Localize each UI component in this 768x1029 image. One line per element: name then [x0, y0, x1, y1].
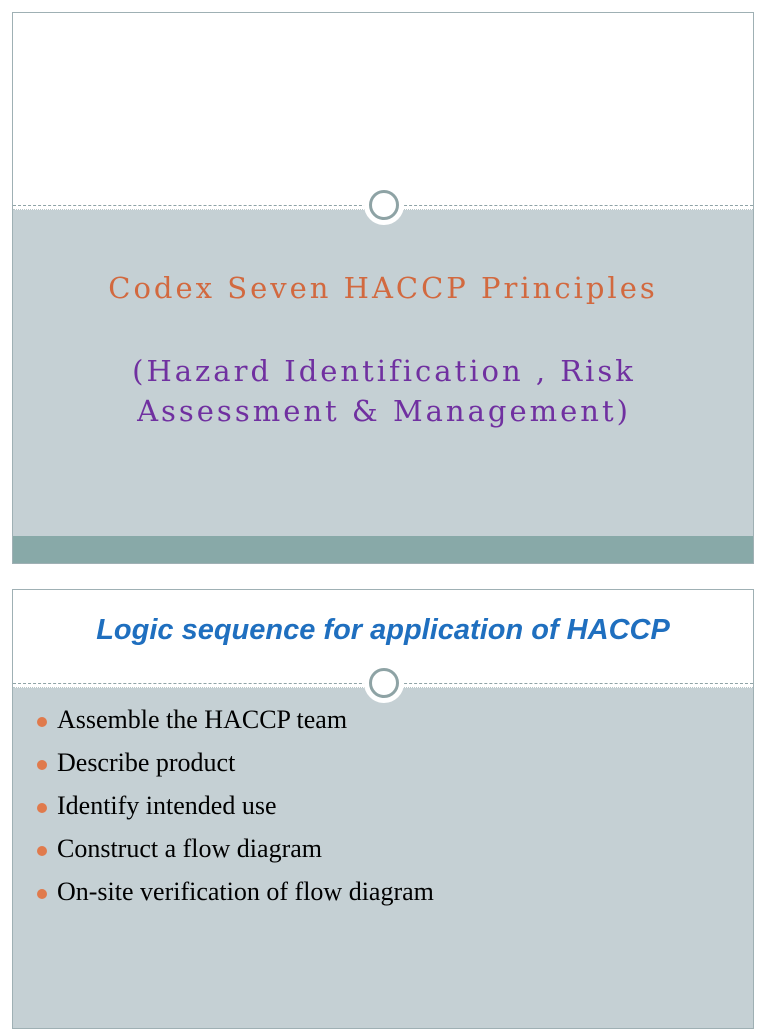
- list-item: [31, 877, 434, 920]
- bullet-dot-icon: [37, 846, 47, 856]
- list-item-text: On-site verification of flow diagram: [57, 877, 434, 906]
- slide-1-subtitle-line-2: Assessment & Management): [137, 394, 631, 428]
- slide-1-footer-bar: [13, 536, 753, 564]
- list-item-text: Identify intended use: [57, 791, 277, 820]
- list-item: [31, 748, 434, 791]
- slide-1-subtitle: [73, 351, 695, 431]
- ring-ornament-icon: [364, 185, 404, 225]
- list-item: [31, 834, 434, 877]
- list-item: [31, 705, 434, 748]
- list-item: [31, 791, 434, 834]
- bullet-dot-icon: [37, 760, 47, 770]
- bullet-list: [31, 705, 434, 920]
- slide-2-title: Logic sequence for application of HACCP: [96, 614, 670, 646]
- slide-1-title: Codex Seven HACCP Principles: [108, 271, 658, 305]
- slide-1-header-band: [13, 13, 753, 206]
- bullet-dot-icon: [37, 889, 47, 899]
- list-item-text: Assemble the HACCP team: [57, 705, 348, 734]
- bullet-dot-icon: [37, 717, 47, 727]
- list-item-text: Describe product: [57, 748, 236, 777]
- bullet-dot-icon: [37, 803, 47, 813]
- slide-1-subtitle-line-1: (Hazard Identification , Risk: [132, 354, 636, 388]
- slide-2: [12, 589, 754, 1029]
- list-item-text: Construct a flow diagram: [57, 834, 322, 863]
- slide-1: [12, 12, 754, 564]
- ring-ornament-icon: [364, 663, 404, 703]
